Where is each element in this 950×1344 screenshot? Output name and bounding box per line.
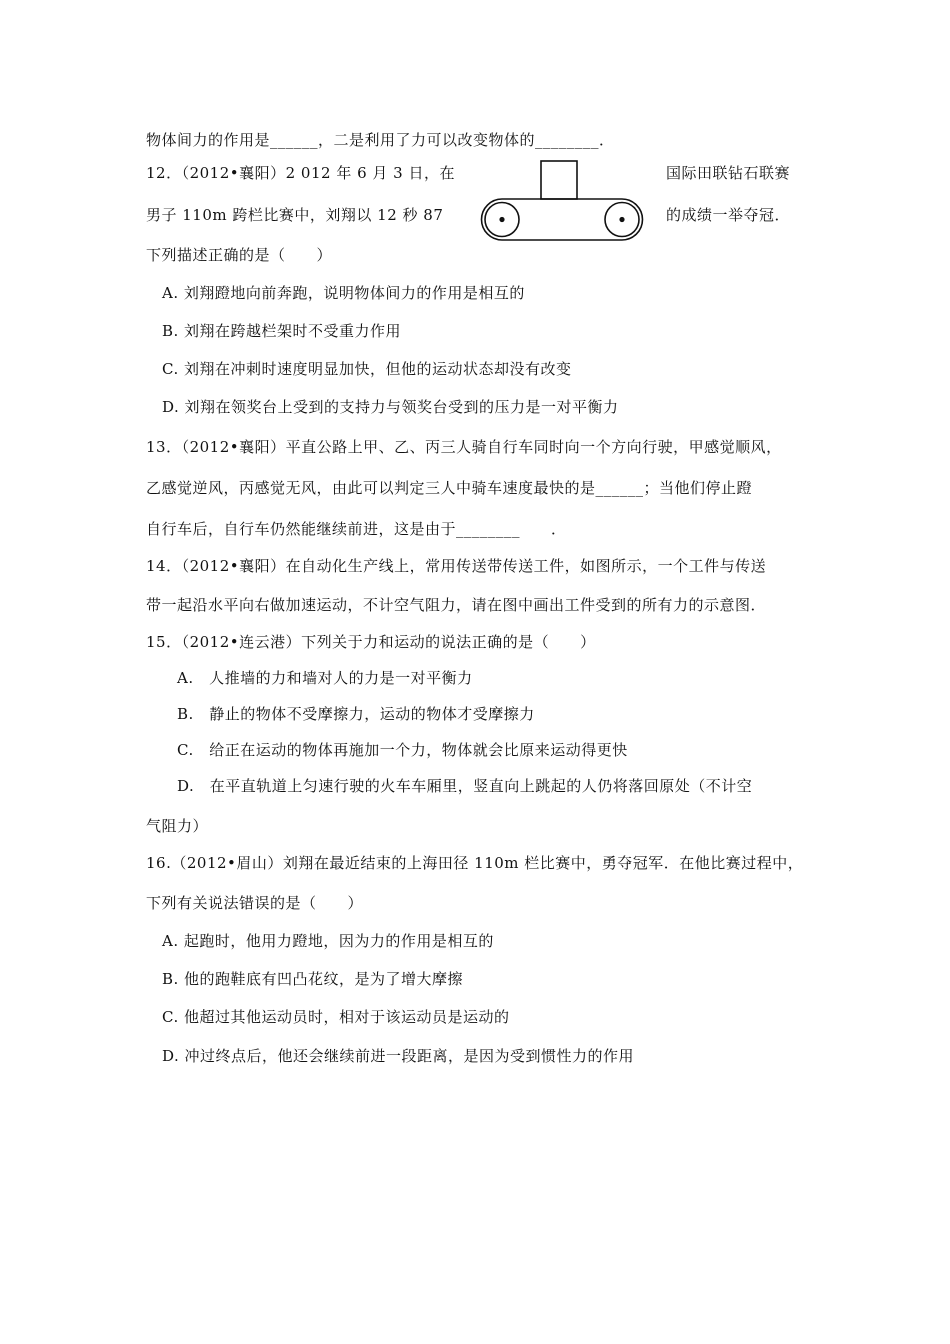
question-16-option-a: A. 起跑时，他用力蹬地，因为力的作用是相互的 bbox=[162, 932, 494, 950]
question-12-option-b: B. 刘翔在跨越栏架时不受重力作用 bbox=[162, 322, 402, 340]
question-12-option-c: C. 刘翔在冲刺时速度明显加快，但他的运动状态却没有改变 bbox=[162, 360, 572, 378]
question-15-option-d-cont: 气阻力） bbox=[146, 817, 209, 835]
question-15-option-a: A. 人推墙的力和墙对人的力是一对平衡力 bbox=[177, 669, 473, 687]
question-15-option-b: B. 静止的物体不受摩擦力，运动的物体才受摩擦力 bbox=[177, 705, 535, 723]
question-13-line-2: 乙感觉逆风，丙感觉无风，由此可以判定三人中骑车速度最快的是______；当他们停止蹬 bbox=[146, 479, 753, 497]
question-15-option-d: D. 在平直轨道上匀速行驶的火车车厢里，竖直向上跳起的人仍将落回原处（不计空 bbox=[177, 777, 753, 795]
question-12-line-1-right: 国际田联钻石联赛 bbox=[666, 164, 791, 182]
question-12-line-1: 12．（2012•襄阳）2 012 年 6 月 3 日，在 bbox=[146, 164, 455, 182]
question-12-option-d: D. 刘翔在领奖台上受到的支持力与领奖台受到的压力是一对平衡力 bbox=[162, 398, 619, 416]
question-16-line-1: 16.（2012•眉山）刘翔在最近结束的上海田径 110m 栏比赛中，勇夺冠军．在他比赛过程中， bbox=[146, 854, 804, 872]
conveyor-belt-figure bbox=[478, 160, 646, 244]
question-12-stem: 下列描述正确的是（ ） bbox=[146, 246, 333, 264]
question-14-line-1: 14．（2012•襄阳）在自动化生产线上，常用传送带传送工件，如图所示，一个工件与传送 bbox=[146, 557, 767, 575]
left-roller-axle bbox=[499, 217, 504, 222]
question-16-option-b: B. 他的跑鞋底有凹凸花纹，是为了增大摩擦 bbox=[162, 970, 464, 988]
question-13-line-3: 自行车后，自行车仍然能继续前进，这是由于________ ． bbox=[146, 520, 567, 538]
question-12-line-2: 男子 110m 跨栏比赛中，刘翔以 12 秒 87 bbox=[146, 206, 444, 224]
workpiece-block bbox=[541, 161, 577, 199]
question-14-line-2: 带一起沿水平向右做加速运动，不计空气阻力，请在图中画出工件受到的所有力的示意图． bbox=[146, 596, 767, 614]
question-12-option-a: A. 刘翔蹬地向前奔跑，说明物体间力的作用是相互的 bbox=[162, 284, 525, 302]
question-16-option-c: C. 他超过其他运动员时，相对于该运动员是运动的 bbox=[162, 1008, 510, 1026]
question-16-stem: 下列有关说法错误的是（ ） bbox=[146, 894, 364, 912]
question-13-line-1: 13．（2012•襄阳）平直公路上甲、乙、丙三人骑自行车同时向一个方向行驶，甲感觉顺风， bbox=[146, 438, 782, 456]
question-15-option-c: C. 给正在运动的物体再施加一个力，物体就会比原来运动得更快 bbox=[177, 741, 628, 759]
question-16-option-d: D. 冲过终点后，他还会继续前进一段距离，是因为受到惯性力的作用 bbox=[162, 1047, 635, 1065]
right-roller-axle bbox=[619, 217, 624, 222]
question-12-line-2-right: 的成绩一举夺冠． bbox=[666, 206, 791, 224]
question-15-stem: 15．（2012•连云港）下列关于力和运动的说法正确的是（ ） bbox=[146, 633, 596, 651]
text-line: 物体间力的作用是______，二是利用了力可以改变物体的________． bbox=[146, 131, 615, 149]
